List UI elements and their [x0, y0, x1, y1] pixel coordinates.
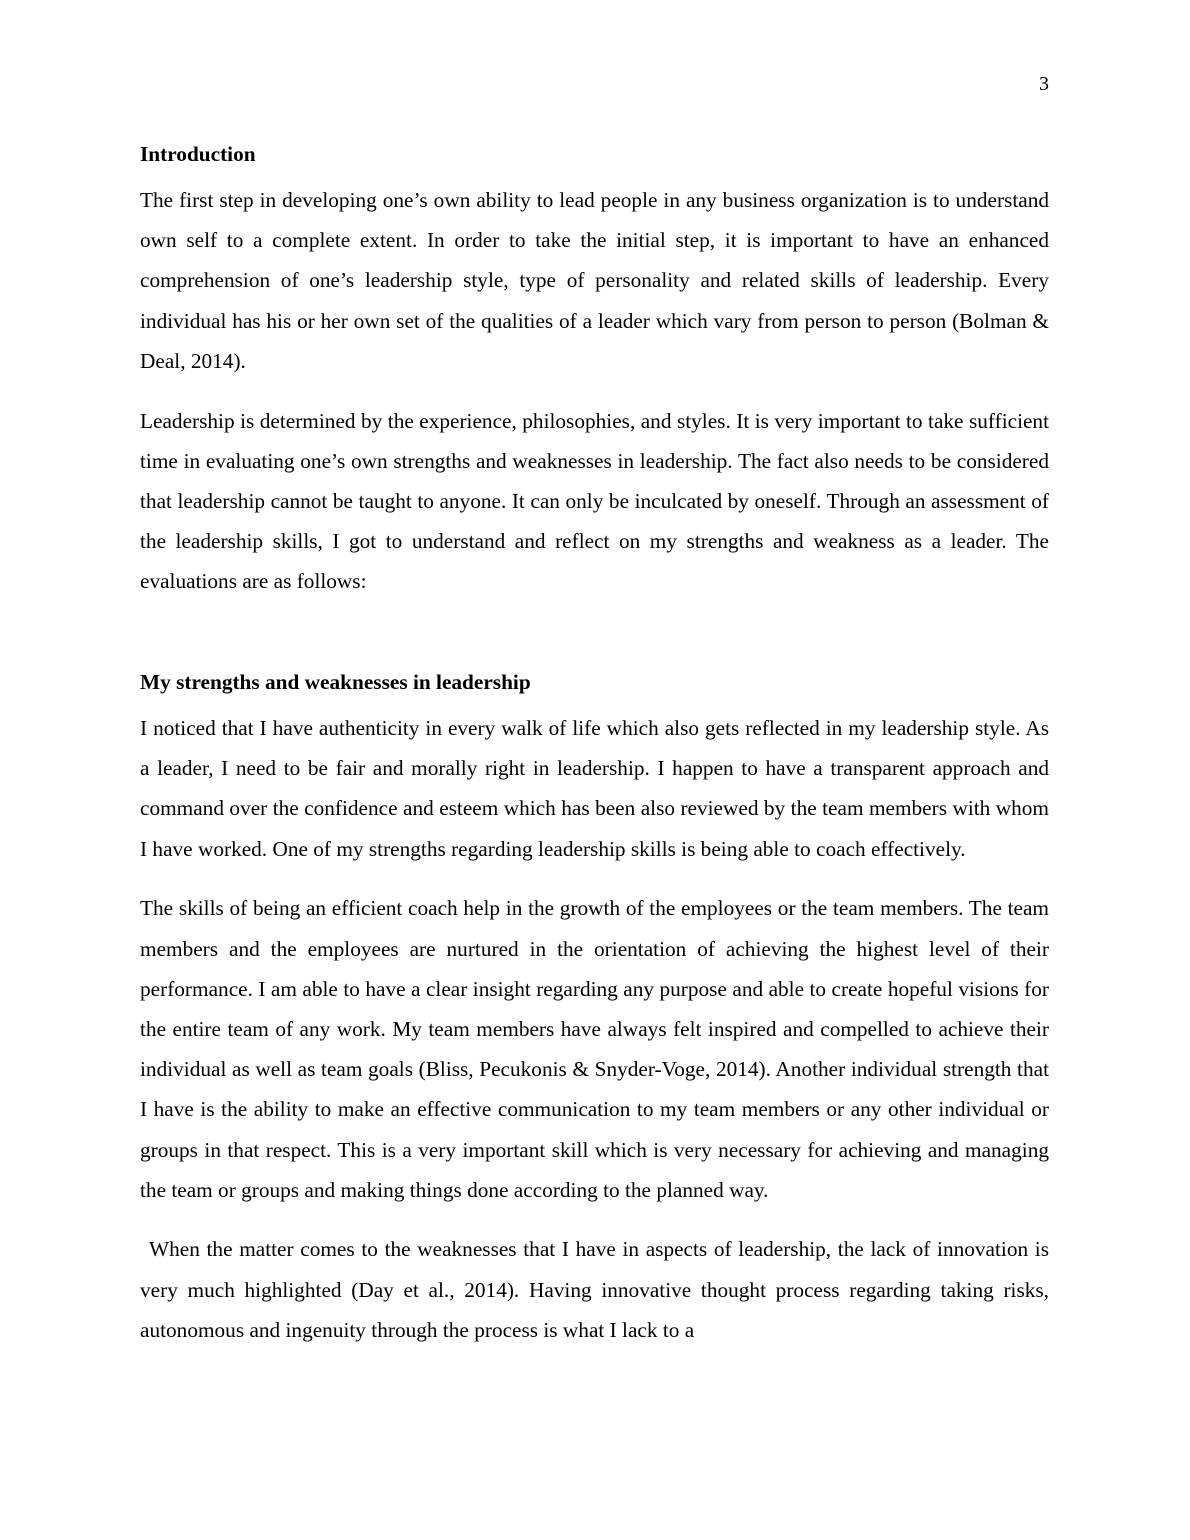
section-heading-strengths-weaknesses: My strengths and weaknesses in leadership: [140, 670, 531, 695]
document-body: [140, 140, 1049, 1370]
section-heading-introduction: Introduction: [140, 142, 256, 166]
paragraph: Leadership is determined by the experience, philosophies, and styles. It is very important to take sufficient time in evaluating one’s own strengths and weaknesses in leadership. The fact also needs to be considered that leadership cannot be taught to anyone. It can only be inculcated by oneself. Through an assessment of the leadership skills, I got to understand and reflect on my strengths and weakness as a leader. The evaluations are as follows:: [140, 408, 1049, 594]
page-number: 3: [1039, 73, 1049, 95]
paragraph: I noticed that I have authenticity in every walk of life which also gets reflected in my leadership style. As a leader, I need to be fair and morally right in leadership. I happen to have a transparent approach and command over the confidence and esteem which has been also reviewed by the team members with whom I have worked. One of my strengths regarding leadership skills is being able to coach effectively.: [140, 716, 1049, 861]
paragraph: When the matter comes to the weaknesses that I have in aspects of leadership, the lack of innovation is very much highlighted (Day et al., 2014). Having innovative thought process regarding taking risks, autonomous and ingenuity through the process is what I lack to a: [140, 1237, 1049, 1342]
paragraph: The first step in developing one’s own ability to lead people in any business organization is to understand own self to a complete extent. In order to take the initial step, it is important to have an enhanced comprehension of one’s leadership style, type of personality and related skills of leadership. Every individual has his or her own set of the qualities of a leader which vary from person to person (Bolman & Deal, 2014).: [140, 188, 1049, 373]
section-spacer: [140, 621, 1049, 668]
paragraph: The skills of being an efficient coach help in the growth of the employees or the team members. The team members and the employees are nurtured in the orientation of achieving the highest level of their performance. I am able to have a clear insight regarding any purpose and able to create hopeful visions for the entire team of any work. My team members have always felt inspired and compelled to achieve their individual as well as team goals (Bliss, Pecukonis & Snyder-Voge, 2014). Another individual strength that I have is the ability to make an effective communication to my team members or any other individual or groups in that respect. This is a very important skill which is very necessary for achieving and managing the team or groups and making things done according to the planned way.: [140, 896, 1049, 1202]
